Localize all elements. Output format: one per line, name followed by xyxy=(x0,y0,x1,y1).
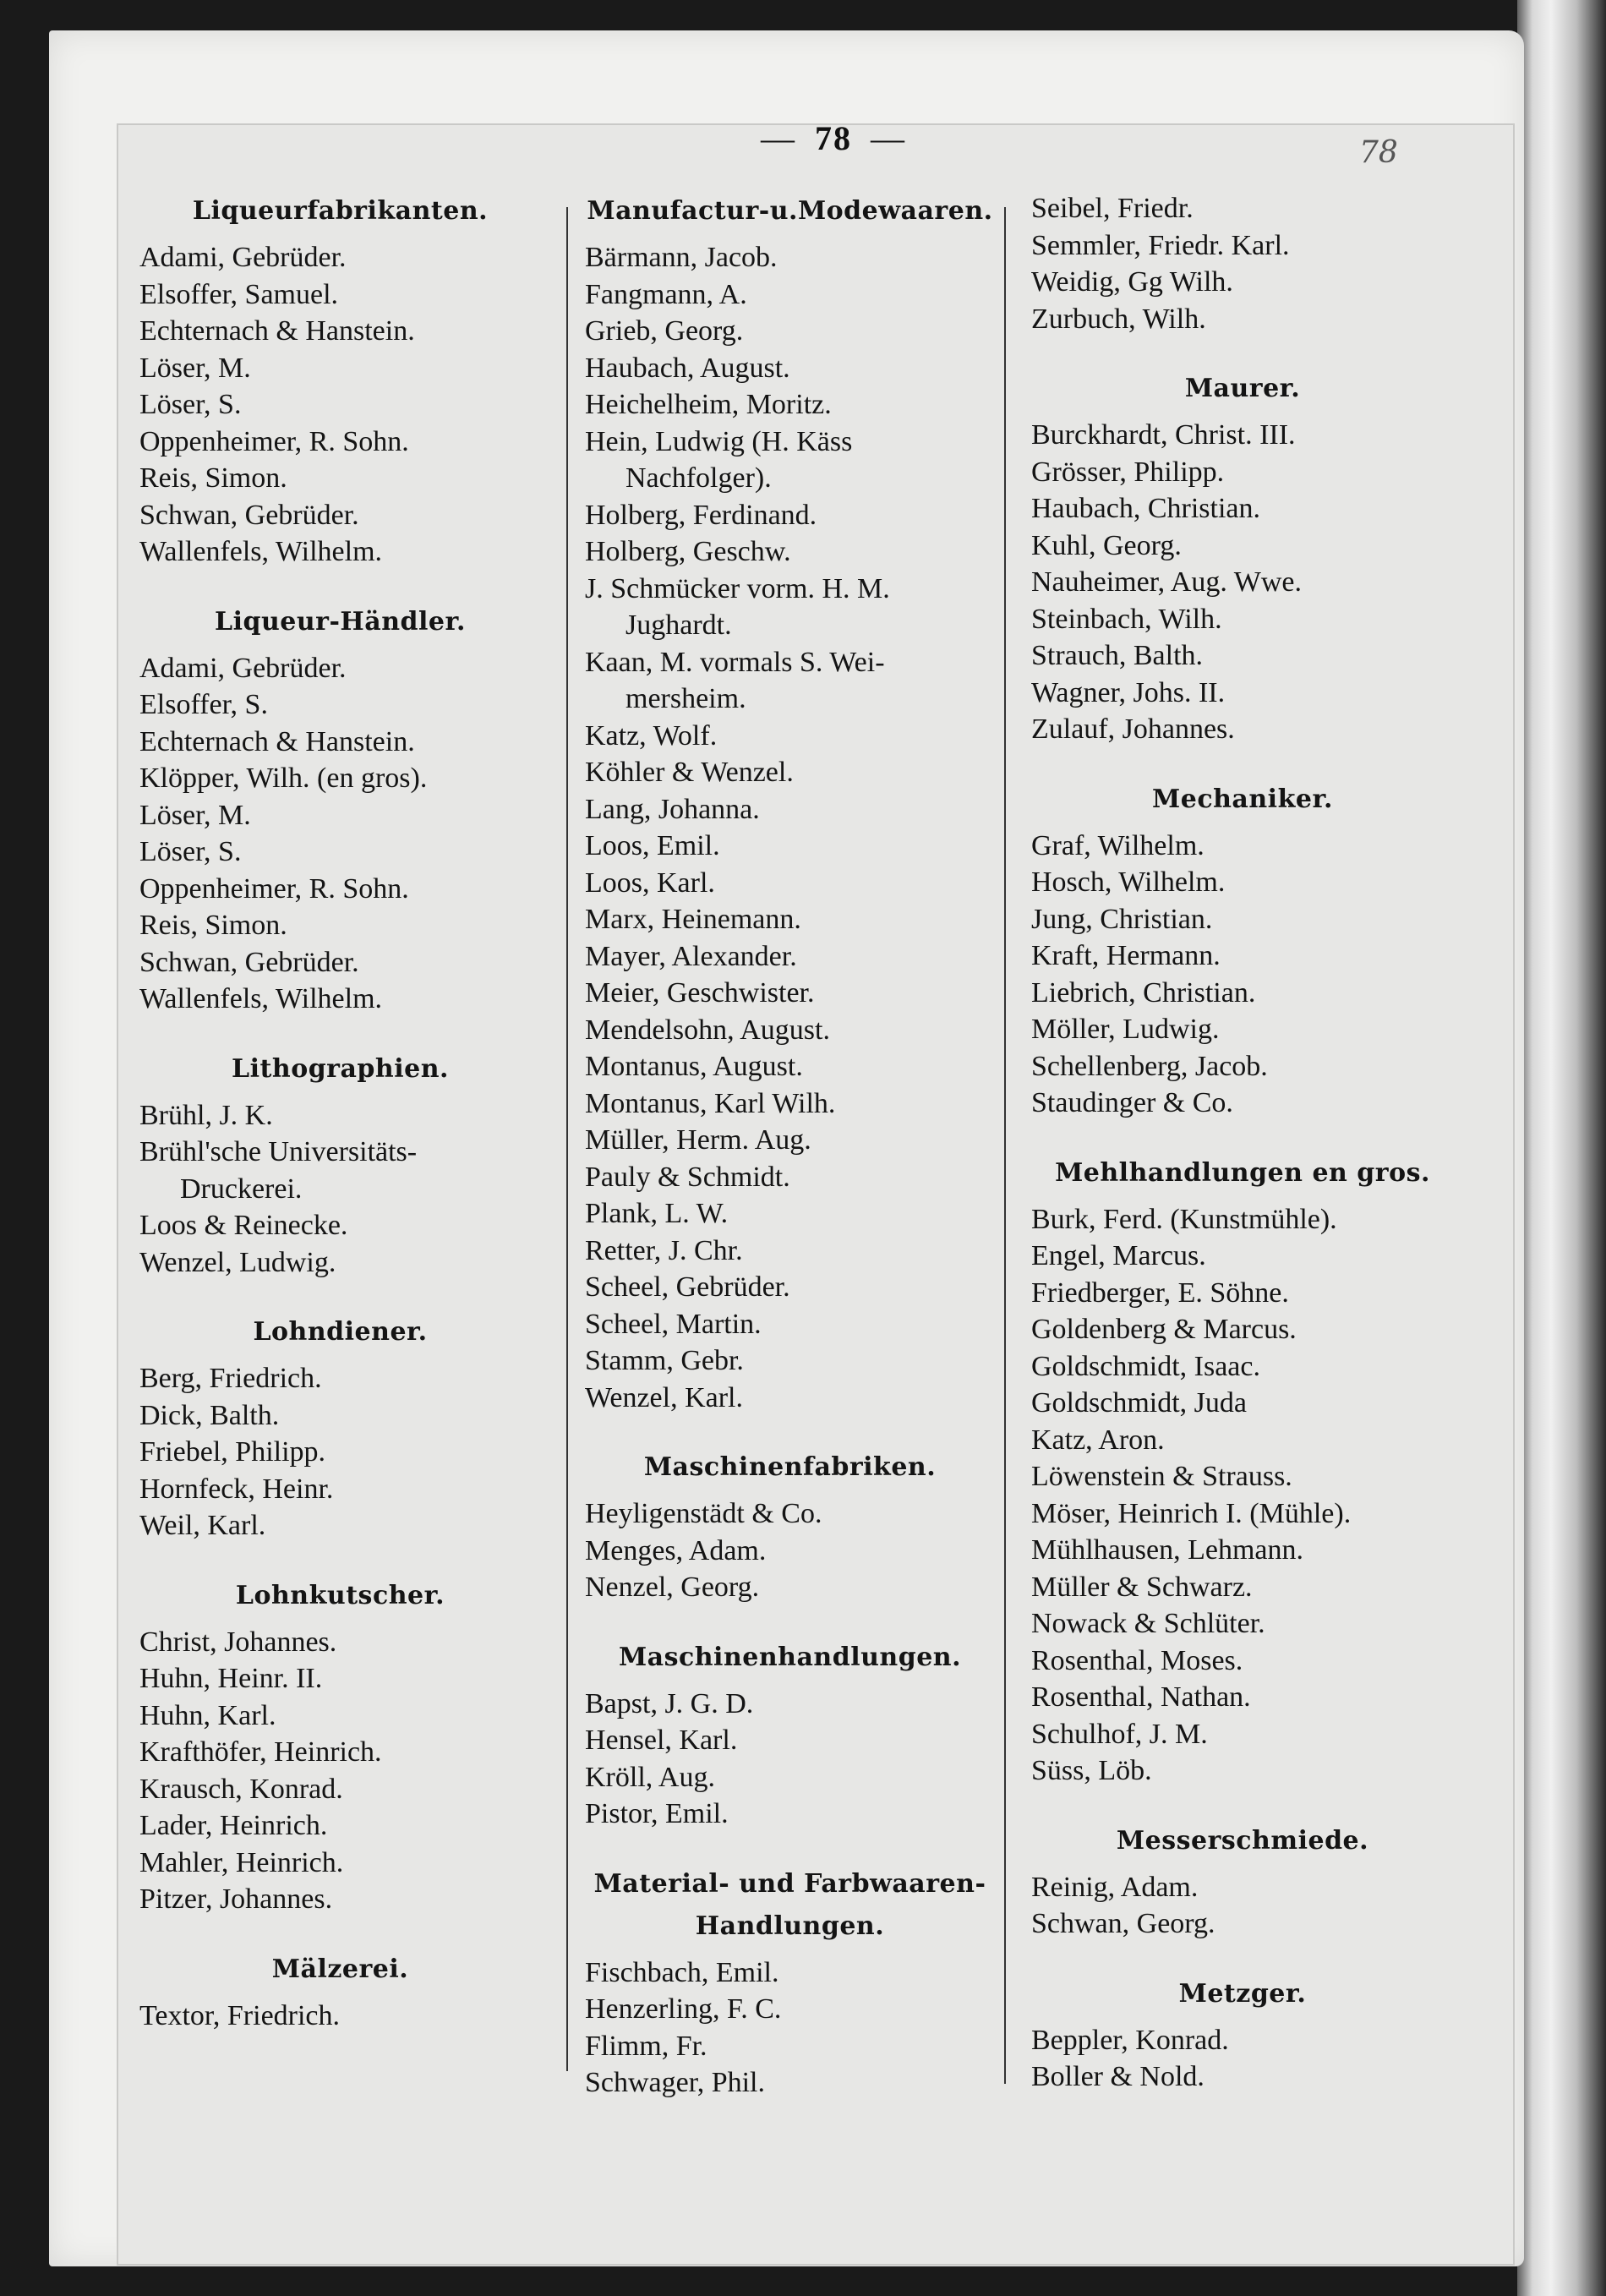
directory-entry: Löser, M. xyxy=(139,352,251,384)
section-heading: Messerschmiede. xyxy=(1116,1825,1369,1856)
section-spacer xyxy=(1031,1122,1454,1152)
directory-entry: Echternach & Hanstein. xyxy=(139,315,415,347)
directory-entry-continuation: mersheim. xyxy=(625,683,746,714)
handwritten-page-note: 78 xyxy=(1359,135,1398,170)
directory-entry: Goldschmidt, Isaac. xyxy=(1031,1350,1260,1382)
directory-entry: Brühl, J. K. xyxy=(139,1099,273,1131)
section-spacer xyxy=(139,1544,541,1575)
directory-entry: Menges, Adam. xyxy=(585,1534,767,1566)
directory-entry: Staudinger & Co. xyxy=(1031,1087,1233,1118)
directory-entry: Jung, Christian. xyxy=(1031,903,1213,935)
page-number-dash-left: — xyxy=(761,119,796,157)
section-heading: Mechaniker. xyxy=(1152,784,1333,814)
section-spacer xyxy=(1031,1790,1454,1820)
directory-entry-continuation: Nachfolger). xyxy=(625,462,772,494)
directory-entry: Löser, S. xyxy=(139,389,242,420)
directory-entry: Nenzel, Georg. xyxy=(585,1572,760,1603)
directory-entry: Klöpper, Wilh. (en gros). xyxy=(139,763,428,794)
directory-entry: Pitzer, Johannes. xyxy=(139,1883,333,1915)
directory-entry: Huhn, Karl. xyxy=(139,1699,276,1731)
directory-entry: Weil, Karl. xyxy=(139,1510,266,1541)
directory-entry: Müller, Herm. Aug. xyxy=(585,1124,811,1156)
directory-entry: Marx, Heinemann. xyxy=(585,904,801,935)
directory-entry: Rosenthal, Moses. xyxy=(1031,1644,1243,1676)
directory-entry: Retter, J. Chr. xyxy=(585,1234,743,1266)
directory-entry: Lang, Johanna. xyxy=(585,793,760,825)
section-heading: Mehlhandlungen en gros. xyxy=(1055,1157,1430,1188)
directory-entry: Kraft, Hermann. xyxy=(1031,940,1221,971)
directory-entry: Mendelsohn, August. xyxy=(585,1014,830,1046)
directory-entry: Reinig, Adam. xyxy=(1031,1871,1199,1903)
directory-entry: Adami, Gebrüder. xyxy=(139,652,347,684)
directory-column-1 xyxy=(139,190,541,2034)
directory-entry: Oppenheimer, R. Sohn. xyxy=(139,872,409,905)
directory-entry: Köhler & Wenzel. xyxy=(585,757,794,788)
directory-entry: Burk, Ferd. (Kunstmühle). xyxy=(1031,1203,1337,1235)
section-maurer xyxy=(1031,368,1454,748)
directory-entry: Schulhof, J. M. xyxy=(1031,1718,1208,1750)
directory-entry: Weidig, Gg Wilh. xyxy=(1031,266,1233,298)
directory-entry: Wagner, Johs. II. xyxy=(1031,676,1226,708)
directory-entry: Wenzel, Ludwig. xyxy=(139,1246,336,1278)
directory-entry: Grieb, Georg. xyxy=(585,315,744,347)
directory-entry: Zulauf, Johannes. xyxy=(1031,713,1235,745)
directory-entry: Katz, Wolf. xyxy=(585,719,718,752)
section-spacer xyxy=(1031,748,1454,779)
directory-entry: Beppler, Konrad. xyxy=(1031,2024,1229,2056)
directory-entry: Lader, Heinrich. xyxy=(139,1810,328,1841)
directory-entry: Echternach & Hanstein. xyxy=(139,725,415,757)
directory-entry: Oppenheimer, R. Sohn. xyxy=(139,425,409,457)
section-spacer xyxy=(139,1018,541,1048)
directory-entry: Loos, Emil. xyxy=(585,830,720,861)
directory-entry: Huhn, Heinr. II. xyxy=(139,1663,323,1694)
book-edge xyxy=(1517,0,1606,2296)
directory-entry-continuation: Jughardt. xyxy=(625,610,732,641)
directory-entry: Löser, M. xyxy=(139,799,251,831)
directory-entry: Fischbach, Emil. xyxy=(585,1956,779,1988)
directory-entry: Scheel, Gebrüder. xyxy=(585,1271,790,1303)
section-lithographien xyxy=(139,1048,541,1282)
directory-entry: Boller & Nold. xyxy=(1031,2061,1204,2092)
directory-entry: Liebrich, Christian. xyxy=(1031,976,1256,1009)
directory-entry: Mahler, Heinrich. xyxy=(139,1846,344,1878)
directory-entry: Schwager, Phil. xyxy=(585,2067,765,2098)
directory-entry: Hein, Ludwig (H. Käss xyxy=(585,425,853,457)
directory-entry: Nauheimer, Aug. Wwe. xyxy=(1031,566,1302,598)
column-divider-2 xyxy=(1004,207,1006,2084)
directory-entry: Plank, L. W. xyxy=(585,1198,729,1229)
section-heading: Material- und Farbwaaren-Handlungen. xyxy=(593,1868,986,1941)
directory-entry: Schwan, Georg. xyxy=(1031,1908,1215,1939)
section-mechaniker xyxy=(1031,779,1454,1122)
directory-entry: Berg, Friedrich. xyxy=(139,1363,322,1394)
directory-entry: Burckhardt, Christ. III. xyxy=(1031,419,1296,451)
directory-entry: Goldschmidt, Juda xyxy=(1031,1387,1247,1419)
directory-entry: Zurbuch, Wilh. xyxy=(1031,303,1206,335)
section-heading: Liqueurfabrikanten. xyxy=(192,196,489,226)
directory-entry: Seibel, Friedr. xyxy=(1031,193,1194,224)
section-spacer xyxy=(139,571,541,601)
directory-entry: Heyligenstädt & Co. xyxy=(585,1498,822,1529)
directory-entry: Kuhl, Georg. xyxy=(1031,529,1182,561)
directory-entry: Elsoffer, S. xyxy=(139,689,268,720)
directory-entry: Montanus, Karl Wilh. xyxy=(585,1087,836,1119)
section-spacer xyxy=(1031,337,1454,368)
directory-entry: Reis, Simon. xyxy=(139,462,287,494)
section-heading: Manufactur-u.Modewaaren. xyxy=(587,196,993,226)
section-liqueurfabrikanten xyxy=(139,190,541,571)
section-manufactur-u-modewaaren xyxy=(585,190,995,1416)
section-spacer xyxy=(139,1918,541,1949)
directory-entry: Scheel, Martin. xyxy=(585,1308,762,1340)
directory-entry: Schellenberg, Jacob. xyxy=(1031,1050,1268,1082)
section-spacer xyxy=(585,1833,995,1863)
section-heading: Lohnkutscher. xyxy=(235,1580,445,1610)
directory-entry: Friedberger, E. Söhne. xyxy=(1031,1276,1289,1309)
section-heading: Metzger. xyxy=(1178,1978,1307,2009)
section-messerschmiede xyxy=(1031,1820,1454,1943)
directory-entry: Flimm, Fr. xyxy=(585,2030,707,2062)
directory-entry: Loos, Karl. xyxy=(585,866,715,899)
page-number-value: 78 xyxy=(815,119,852,157)
section-heading: Maschinenhandlungen. xyxy=(618,1642,962,1672)
directory-entry: Textor, Friedrich. xyxy=(139,1999,341,2031)
directory-entry: Steinbach, Wilh. xyxy=(1031,603,1222,635)
directory-entry: Bärmann, Jacob. xyxy=(585,242,778,273)
column-divider-1 xyxy=(566,207,568,2071)
directory-entry: Friebel, Philipp. xyxy=(139,1436,326,1468)
section-mehlhandlungen-en-gros xyxy=(1031,1152,1454,1790)
section-spacer xyxy=(139,1281,541,1311)
directory-entry: Henzerling, F. C. xyxy=(585,1993,782,2025)
directory-entry: Hornfeck, Heinr. xyxy=(139,1473,334,1505)
directory-entry: Stamm, Gebr. xyxy=(585,1345,744,1376)
section-heading: Mälzerei. xyxy=(271,1954,409,1984)
directory-entry-continuation: Druckerei. xyxy=(180,1173,303,1205)
directory-entry: Elsoffer, Samuel. xyxy=(139,278,339,310)
section-heading: Lithographien. xyxy=(232,1053,449,1084)
directory-entry: Löwenstein & Strauss. xyxy=(1031,1461,1292,1492)
directory-entry: Kaan, M. vormals S. Wei- xyxy=(585,646,885,678)
directory-entry: Christ, Johannes. xyxy=(139,1626,337,1658)
directory-entry: Löser, S. xyxy=(139,836,242,867)
section-heading: Maurer. xyxy=(1184,374,1301,403)
section-metzger xyxy=(1031,1973,1454,2096)
directory-entry: Heichelheim, Moritz. xyxy=(585,389,832,420)
section-maschinenhandlungen xyxy=(585,1637,995,1833)
directory-entry: Brühl'sche Universitäts- xyxy=(139,1136,418,1167)
directory-entry: Pauly & Schmidt. xyxy=(585,1161,790,1193)
directory-column-2 xyxy=(585,190,995,2102)
directory-entry: Semmler, Friedr. Karl. xyxy=(1031,229,1290,261)
section-material-und-farbwaaren-handlungen xyxy=(585,1863,995,2102)
page-number xyxy=(761,118,906,158)
section-m-lzerei xyxy=(139,1949,541,2035)
directory-entry: Krausch, Konrad. xyxy=(139,1773,343,1805)
directory-entry: Holberg, Geschw. xyxy=(585,536,791,567)
section-lohnkutscher xyxy=(139,1575,541,1918)
directory-entry: Pistor, Emil. xyxy=(585,1798,729,1829)
section-spacer xyxy=(585,1606,995,1637)
directory-entry: Grösser, Philipp. xyxy=(1031,456,1225,488)
directory-entry: Haubach, August. xyxy=(585,352,790,384)
directory-column-3 xyxy=(1031,190,1454,2096)
section-continued xyxy=(1031,190,1454,337)
directory-entry: Möller, Ludwig. xyxy=(1031,1014,1220,1045)
section-spacer xyxy=(1031,1943,1454,1973)
section-maschinenfabriken xyxy=(585,1446,995,1606)
directory-entry: Bapst, J. G. D. xyxy=(585,1687,754,1719)
directory-entry: Nowack & Schlüter. xyxy=(1031,1608,1265,1639)
directory-entry: Schwan, Gebrüder. xyxy=(139,499,359,531)
directory-entry: Dick, Balth. xyxy=(139,1399,280,1431)
directory-entry: Mühlhausen, Lehmann. xyxy=(1031,1534,1303,1566)
directory-entry: Reis, Simon. xyxy=(139,910,287,941)
directory-entry: Loos & Reinecke. xyxy=(139,1210,348,1241)
directory-entry: Meier, Geschwister. xyxy=(585,977,815,1009)
page-number-dash-right: — xyxy=(871,119,906,157)
directory-entry: Montanus, August. xyxy=(585,1051,803,1082)
directory-entry: Wenzel, Karl. xyxy=(585,1381,743,1413)
directory-entry: Mayer, Alexander. xyxy=(585,940,797,972)
directory-entry: Süss, Löb. xyxy=(1031,1755,1152,1786)
directory-entry: Hosch, Wilhelm. xyxy=(1031,866,1226,898)
directory-entry: Rosenthal, Nathan. xyxy=(1031,1681,1251,1713)
directory-entry: Goldenberg & Marcus. xyxy=(1031,1314,1297,1345)
section-heading: Lohndiener. xyxy=(253,1317,428,1347)
section-heading: Liqueur-Händler. xyxy=(215,606,466,637)
directory-entry: Haubach, Christian. xyxy=(1031,493,1260,524)
directory-entry: Katz, Aron. xyxy=(1031,1424,1165,1456)
directory-entry: Möser, Heinrich I. (Mühle). xyxy=(1031,1497,1352,1529)
directory-entry: Engel, Marcus. xyxy=(1031,1240,1206,1271)
section-liqueur-h-ndler xyxy=(139,601,541,1018)
directory-entry: Adami, Gebrüder. xyxy=(139,242,347,273)
directory-entry: Krafthöfer, Heinrich. xyxy=(139,1736,382,1768)
directory-entry: Wallenfels, Wilhelm. xyxy=(139,536,383,567)
directory-entry: Strauch, Balth. xyxy=(1031,640,1204,671)
directory-entry: Fangmann, A. xyxy=(585,278,747,310)
section-heading: Maschinenfabriken. xyxy=(643,1452,937,1482)
section-spacer xyxy=(585,1416,995,1446)
directory-entry: Schwan, Gebrüder. xyxy=(139,946,359,978)
directory-entry: J. Schmücker vorm. H. M. xyxy=(585,572,890,604)
directory-entry: Wallenfels, Wilhelm. xyxy=(139,983,383,1014)
section-lohndiener xyxy=(139,1311,541,1544)
directory-entry: Graf, Wilhelm. xyxy=(1031,829,1204,861)
directory-entry: Kröll, Aug. xyxy=(585,1761,715,1793)
directory-entry: Hensel, Karl. xyxy=(585,1725,738,1756)
directory-entry: Müller & Schwarz. xyxy=(1031,1571,1253,1603)
directory-entry: Holberg, Ferdinand. xyxy=(585,499,817,531)
